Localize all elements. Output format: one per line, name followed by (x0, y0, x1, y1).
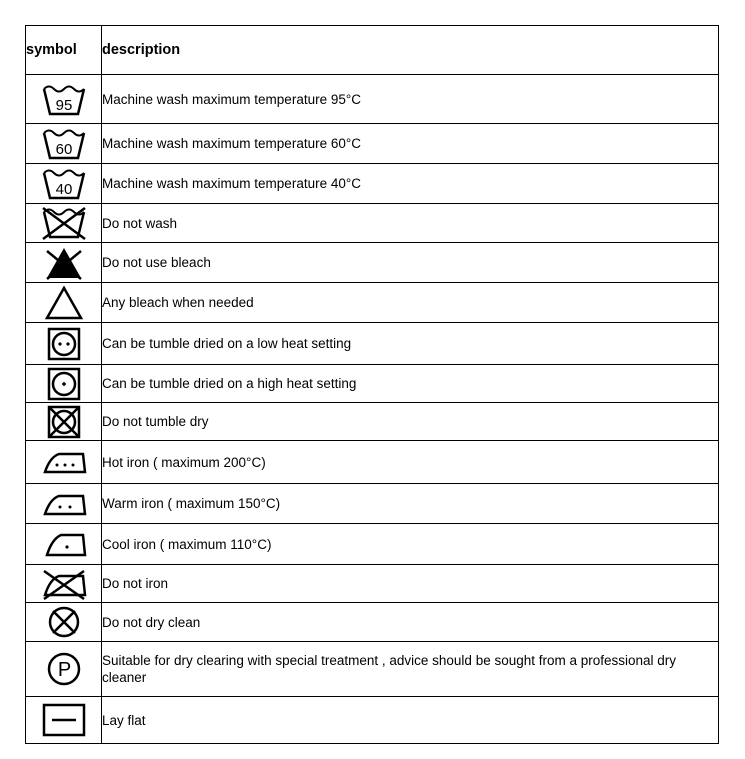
row-description: Can be tumble dried on a low heat setting (102, 336, 352, 351)
row-description: Do not dry clean (102, 614, 201, 630)
bleach-triangle-icon (43, 285, 85, 321)
row-description: Do not wash (102, 215, 178, 231)
row-description: Do not iron (102, 576, 169, 591)
row-description: Cool iron ( maximum 110°C) (102, 536, 272, 552)
iron-hot-icon (41, 449, 87, 475)
table-row (26, 524, 719, 565)
table-row (26, 603, 719, 642)
table-row (26, 365, 719, 403)
row-description: Machine wash maximum temperature 95°C (102, 91, 361, 107)
do-not-tumble-dry-icon (47, 405, 81, 439)
do-not-dry-clean-icon (46, 605, 82, 639)
tumble-dry-low-icon (47, 327, 81, 361)
row-description: Suitable for dry clearing with special treatment , advice should be sought from a professional dry cleaner (102, 653, 677, 685)
do-not-iron-icon (41, 568, 87, 600)
table-row (26, 243, 719, 283)
wash-60-label: 60 (55, 140, 72, 158)
table-row (26, 164, 719, 204)
tumble-dry-high-icon (47, 367, 81, 401)
do-not-wash-icon (41, 206, 87, 240)
do-not-bleach-icon (43, 245, 85, 281)
table-row (26, 697, 719, 744)
table-row (26, 403, 719, 441)
table-row (26, 484, 719, 524)
header-symbol: symbol (26, 26, 102, 75)
table-row (26, 565, 719, 603)
wash-40-icon (41, 167, 87, 201)
iron-cool-icon (41, 530, 87, 558)
row-description: Machine wash maximum temperature 60°C (102, 136, 361, 151)
table-row (26, 323, 719, 365)
care-symbols-table (25, 25, 719, 744)
row-description: Do not tumble dry (102, 414, 209, 429)
row-description: Warm iron ( maximum 150°C) (102, 496, 281, 511)
header-description: description (102, 26, 719, 75)
wash-95-label: 95 (55, 97, 72, 114)
lay-flat-icon (42, 703, 86, 737)
table-row (26, 642, 719, 697)
header-row (26, 26, 719, 75)
table-row (26, 204, 719, 243)
table-row (26, 441, 719, 484)
wash-60-icon (41, 127, 87, 161)
table-row (26, 283, 719, 323)
row-description: Any bleach when needed (102, 295, 254, 310)
row-description: Do not use bleach (102, 255, 211, 270)
row-description: Hot iron ( maximum 200°C) (102, 454, 266, 470)
iron-warm-icon (41, 491, 87, 517)
row-description: Can be tumble dried on a high heat setting (102, 376, 357, 391)
table-row (26, 75, 719, 124)
row-description: Lay flat (102, 712, 146, 728)
wash-95-icon (41, 81, 87, 117)
dry-clean-p-icon (46, 651, 82, 687)
table-row (26, 124, 719, 164)
wash-40-label: 40 (55, 180, 72, 198)
row-description: Machine wash maximum temperature 40°C (102, 176, 361, 191)
dry-clean-p-label: P (57, 659, 71, 681)
